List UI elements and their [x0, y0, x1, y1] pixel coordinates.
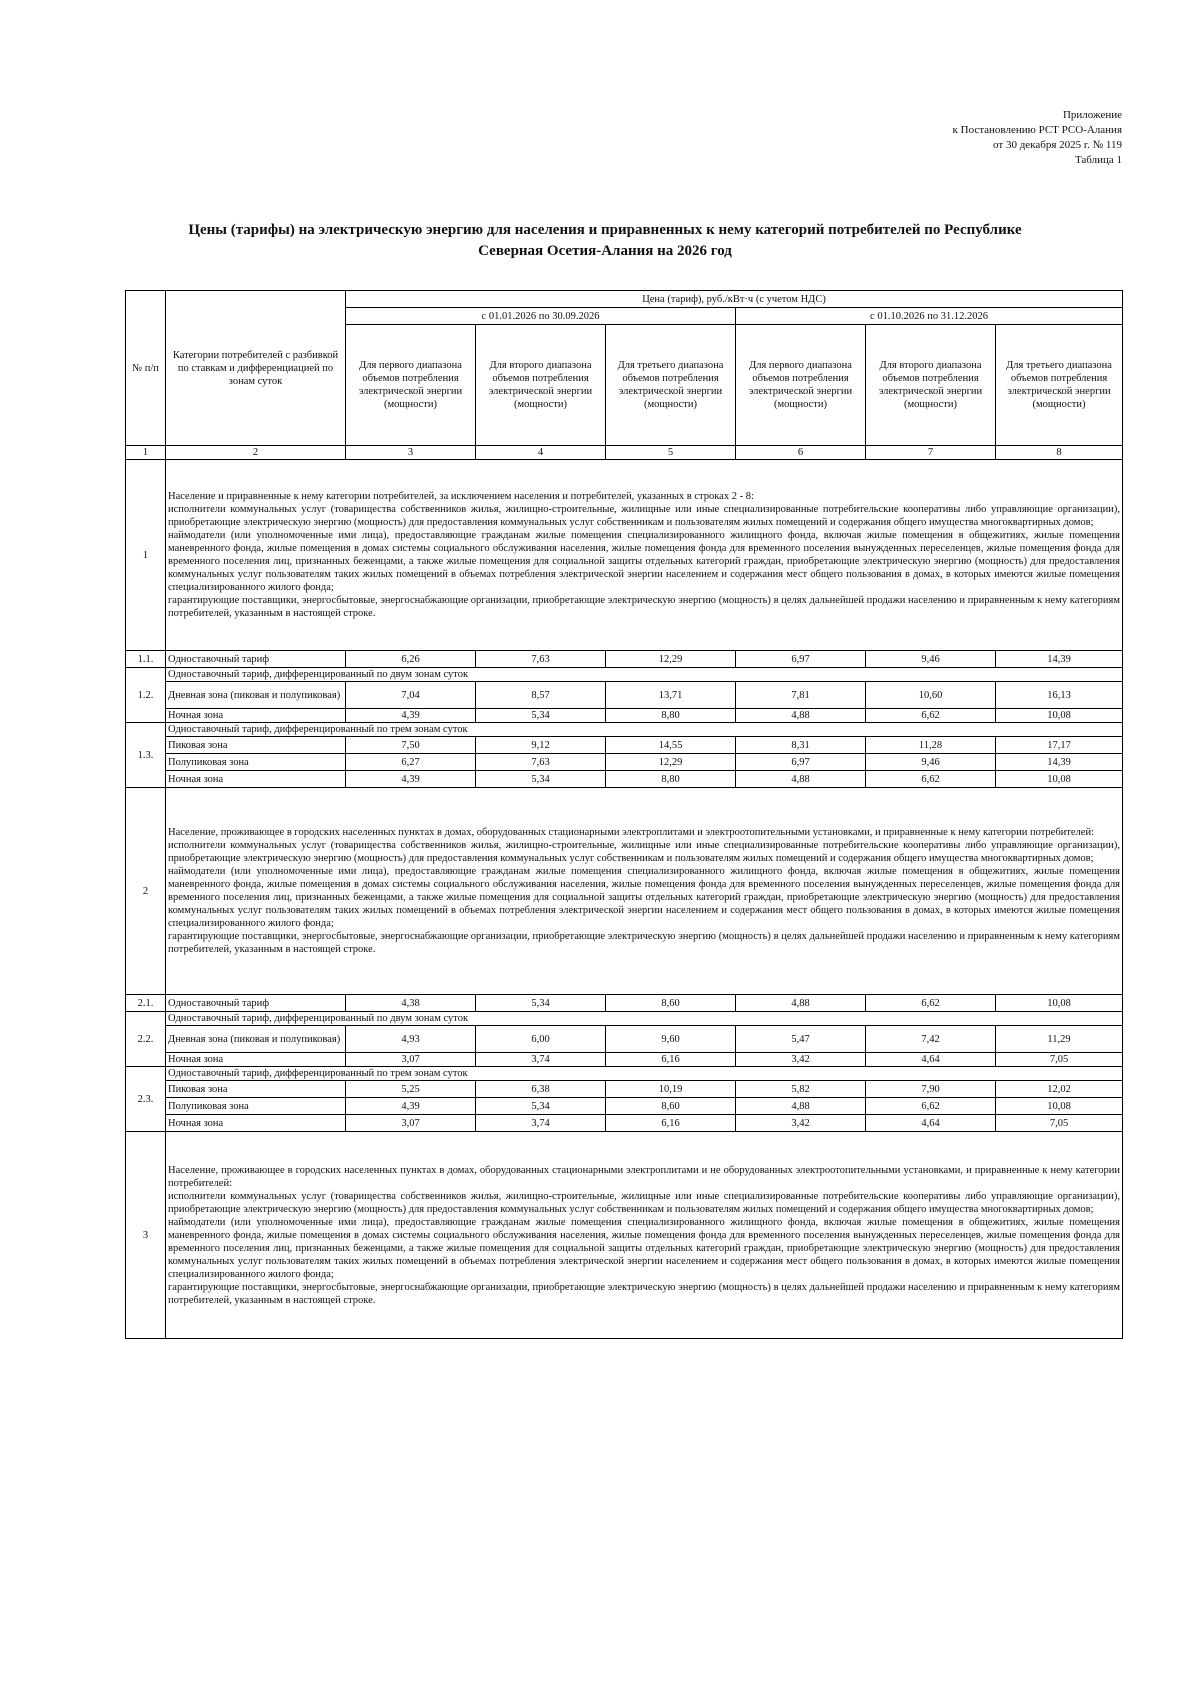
title-line-2: Северная Осетия-Алания на 2026 год	[478, 243, 732, 259]
tariff-value: 11,29	[996, 1026, 1123, 1053]
tariff-value: 4,39	[346, 1098, 476, 1115]
tariff-value: 9,12	[476, 737, 606, 754]
row-label: Полупиковая зона	[166, 754, 346, 771]
tariff-value: 5,47	[736, 1026, 866, 1053]
tariff-value: 7,90	[866, 1081, 996, 1098]
tariff-value: 8,31	[736, 737, 866, 754]
tariff-row	[126, 682, 1123, 709]
tariff-value: 8,80	[606, 709, 736, 723]
tariff-value: 16,13	[996, 682, 1123, 709]
tariff-value: 4,39	[346, 771, 476, 788]
tariff-row	[126, 709, 1123, 723]
tariff-value: 3,74	[476, 1053, 606, 1067]
table-number-line: Таблица 1	[1074, 154, 1122, 166]
tariff-row	[126, 737, 1123, 754]
tariff-value: 14,39	[996, 651, 1123, 668]
tariff-value: 4,38	[346, 995, 476, 1012]
row-num: 1.3.	[126, 723, 166, 788]
tariff-value: 10,08	[996, 771, 1123, 788]
section-row	[126, 1132, 1123, 1339]
header-period-2: с 01.10.2026 по 31.12.2026	[736, 308, 1123, 325]
tariff-value: 4,93	[346, 1026, 476, 1053]
tariff-value: 3,42	[736, 1115, 866, 1132]
column-number: 8	[996, 446, 1123, 460]
row-num: 1.2.	[126, 668, 166, 723]
tariff-value: 14,55	[606, 737, 736, 754]
tariff-value: 3,74	[476, 1115, 606, 1132]
column-number: 6	[736, 446, 866, 460]
tariff-value: 10,08	[996, 709, 1123, 723]
tariff-value: 4,88	[736, 1098, 866, 1115]
header-price: Цена (тариф), руб./кВт·ч (с учетом НДС)	[346, 291, 1123, 308]
tariff-value: 6,62	[866, 1098, 996, 1115]
tariff-value: 6,62	[866, 709, 996, 723]
header-p2-range-3: Для третьего диапазона объемов потребления электрической энергии (мощности)	[996, 325, 1123, 446]
row-num: 1.1.	[126, 651, 166, 668]
tariff-row	[126, 1081, 1123, 1098]
section-description: Население и приравненные к нему категории потребителей, за исключением населения и потребителей, указанных в строках 2 - 8: исполнители коммунальных услуг (товарищества собственников жилья, жилищно-строительные, жилищные или иные специализированные потребительские кооперативы либо управляющие организации), приобретающие электрическую энергию (мощность) для предоставления коммунальных услуг собственникам и пользователям жилых помещений и содержания общего имущества многоквартирных домов; наймодатели (или уполномоченные ими лица), предоставляющие гражданам жилые помещения специализированного жилищного фонда, включая жилые помещения в общежитиях, жилые помещения маневренного фонда, жилые помещения в домах системы социального обслуживания населения, жилые помещения фонда для временного поселения вынужденных переселенцев, жилые помещения фонда для временного поселения лиц, признанных беженцами, а также жилые помещения для социальной защиты отдельных категорий граждан, приобретающие электрическую энергию (мощность) для предоставления коммунальных услуг пользователям таких жилых помещений в объемах потребления электрической энергии населением и содержания мест общего пользования в домах, в которых имеются жилые помещения специализированного жилого фонда; гарантирующие поставщики, энергосбытовые, энергоснабжающие организации, приобретающие электрическую энергию (мощность) в целях дальнейшей продажи населению и приравненным к нему категориям потребителей, указанным в настоящей строке.	[166, 460, 1123, 651]
subheading-row	[126, 1067, 1123, 1081]
tariff-row	[126, 1053, 1123, 1067]
tariff-value: 9,46	[866, 754, 996, 771]
subheading-label: Одноставочный тариф, дифференцированный по трем зонам суток	[166, 723, 1123, 737]
column-number: 1	[126, 446, 166, 460]
tariff-value: 4,64	[866, 1115, 996, 1132]
tariff-value: 4,64	[866, 1053, 996, 1067]
row-label: Одноставочный тариф	[166, 651, 346, 668]
tariff-value: 3,42	[736, 1053, 866, 1067]
section-num: 2	[126, 788, 166, 995]
header-category: Категории потребителей с разбивкой по ставкам и дифференциацией по зонам суток	[166, 291, 346, 446]
tariff-value: 10,08	[996, 995, 1123, 1012]
tariff-row	[126, 995, 1123, 1012]
section-num: 3	[126, 1132, 166, 1339]
row-label: Дневная зона (пиковая и полупиковая)	[166, 682, 346, 709]
tariff-value: 7,42	[866, 1026, 996, 1053]
tariff-row	[126, 1026, 1123, 1053]
tariff-value: 13,71	[606, 682, 736, 709]
tariff-value: 7,81	[736, 682, 866, 709]
title-line-1: Цены (тарифы) на электрическую энергию для населения и приравненных к нему категорий потребителей по Республике	[188, 222, 1022, 238]
header-p2-range-1: Для первого диапазона объемов потребления электрической энергии (мощности)	[736, 325, 866, 446]
tariff-value: 7,04	[346, 682, 476, 709]
section-description: Население, проживающее в городских населенных пунктах в домах, оборудованных стационарными электроплитами и не оборудованных электроотопительными установками, и приравненные к нему категории потребителей: исполнители коммунальных услуг (товарищества собственников жилья, жилищно-строительные, жилищные или иные специализированные потребительские кооперативы либо управляющие организации), приобретающие электрическую энергию (мощность) для предоставления коммунальных услуг собственникам и пользователям жилых помещений и содержания общего имущества многоквартирных домов; наймодатели (или уполномоченные ими лица), предоставляющие гражданам жилые помещения специализированного жилищного фонда, включая жилые помещения в общежитиях, жилые помещения маневренного фонда, жилые помещения в домах системы социального обслуживания населения, жилые помещения фонда для временного поселения вынужденных переселенцев, жилые помещения фонда для временного поселения лиц, признанных беженцами, а также жилые помещения для социальной защиты отдельных категорий граждан, приобретающие электрическую энергию (мощность) для предоставления коммунальных услуг пользователям таких жилых помещений в объемах потребления электрической энергии населением и содержания мест общего пользования в домах, в которых имеются жилые помещения специализированного жилого фонда; гарантирующие поставщики, энергосбытовые, энергоснабжающие организации, приобретающие электрическую энергию (мощность) в целях дальнейшей продажи населению и приравненным к нему категориям потребителей, указанным в настоящей строке.	[166, 1132, 1123, 1339]
tariff-value: 11,28	[866, 737, 996, 754]
tariff-value: 5,34	[476, 771, 606, 788]
header-p1-range-1: Для первого диапазона объемов потребления электрической энергии (мощности)	[346, 325, 476, 446]
row-label: Полупиковая зона	[166, 1098, 346, 1115]
row-label: Одноставочный тариф	[166, 995, 346, 1012]
tariff-value: 6,38	[476, 1081, 606, 1098]
column-number: 2	[166, 446, 346, 460]
tariff-row	[126, 771, 1123, 788]
row-num: 2.3.	[126, 1067, 166, 1132]
tariff-row	[126, 1115, 1123, 1132]
header-period-1: с 01.01.2026 по 30.09.2026	[346, 308, 736, 325]
tariff-value: 7,50	[346, 737, 476, 754]
header-p1-range-2: Для второго диапазона объемов потребления электрической энергии (мощности)	[476, 325, 606, 446]
tariff-value: 5,34	[476, 995, 606, 1012]
tariff-value: 6,00	[476, 1026, 606, 1053]
header-p1-range-3: Для третьего диапазона объемов потребления электрической энергии (мощности)	[606, 325, 736, 446]
row-label: Дневная зона (пиковая и полупиковая)	[166, 1026, 346, 1053]
tariff-value: 8,60	[606, 995, 736, 1012]
tariff-value: 5,34	[476, 1098, 606, 1115]
tariff-table	[125, 290, 1123, 1339]
row-label: Ночная зона	[166, 709, 346, 723]
column-number: 5	[606, 446, 736, 460]
column-number: 7	[866, 446, 996, 460]
row-label: Пиковая зона	[166, 1081, 346, 1098]
tariff-value: 4,88	[736, 709, 866, 723]
tariff-value: 6,97	[736, 754, 866, 771]
tariff-value: 5,34	[476, 709, 606, 723]
tariff-value: 6,97	[736, 651, 866, 668]
tariff-value: 6,26	[346, 651, 476, 668]
header-num: № п/п	[126, 291, 166, 446]
appendix-line: Приложение	[1062, 109, 1122, 121]
tariff-value: 12,02	[996, 1081, 1123, 1098]
tariff-value: 6,16	[606, 1115, 736, 1132]
section-description: Население, проживающее в городских населенных пунктах в домах, оборудованных стационарными электроплитами и электроотопительными установками, и приравненные к нему категории потребителей: исполнители коммунальных услуг (товарищества собственников жилья, жилищно-строительные, жилищные или иные специализированные потребительские кооперативы либо управляющие организации), приобретающие электрическую энергию (мощность) для предоставления коммунальных услуг собственникам и пользователям жилых помещений и содержания общего имущества многоквартирных домов; наймодатели (или уполномоченные ими лица), предоставляющие гражданам жилые помещения специализированного жилищного фонда, включая жилые помещения в общежитиях, жилые помещения маневренного фонда, жилые помещения в домах системы социального обслуживания населения, жилые помещения фонда для временного поселения вынужденных переселенцев, жилые помещения фонда для временного поселения лиц, признанных беженцами, а также жилые помещения для социальной защиты отдельных категорий граждан, приобретающие электрическую энергию (мощность) для предоставления коммунальных услуг пользователям таких жилых помещений в объемах потребления электрической энергии населением и содержания мест общего пользования в домах, в которых имеются жилые помещения специализированного жилого фонда; гарантирующие поставщики, энергосбытовые, энергоснабжающие организации, приобретающие электрическую энергию (мощность) в целях дальнейшей продажи населению и приравненным к нему категориям потребителей, указанным в настоящей строке.	[166, 788, 1123, 995]
subheading-row	[126, 723, 1123, 737]
tariff-row	[126, 1098, 1123, 1115]
tariff-value: 3,07	[346, 1053, 476, 1067]
tariff-value: 5,25	[346, 1081, 476, 1098]
resolution-line: к Постановлению РСТ РСО-Алания	[952, 124, 1122, 136]
tariff-value: 17,17	[996, 737, 1123, 754]
tariff-value: 8,60	[606, 1098, 736, 1115]
document-title	[100, 220, 1110, 262]
tariff-value: 7,05	[996, 1053, 1123, 1067]
tariff-value: 4,88	[736, 995, 866, 1012]
tariff-value: 7,05	[996, 1115, 1123, 1132]
tariff-value: 9,60	[606, 1026, 736, 1053]
section-num: 1	[126, 460, 166, 651]
column-number: 3	[346, 446, 476, 460]
row-label: Пиковая зона	[166, 737, 346, 754]
section-row	[126, 460, 1123, 651]
row-num: 2.2.	[126, 1012, 166, 1067]
section-row	[126, 788, 1123, 995]
row-label: Ночная зона	[166, 1115, 346, 1132]
tariff-value: 5,82	[736, 1081, 866, 1098]
tariff-value: 6,62	[866, 995, 996, 1012]
tariff-value: 4,88	[736, 771, 866, 788]
tariff-value: 7,63	[476, 754, 606, 771]
tariff-value: 10,60	[866, 682, 996, 709]
row-label: Ночная зона	[166, 771, 346, 788]
header-p2-range-2: Для второго диапазона объемов потребления электрической энергии (мощности)	[866, 325, 996, 446]
tariff-row	[126, 651, 1123, 668]
tariff-row	[126, 754, 1123, 771]
resolution-date-line: от 30 декабря 2025 г. № 119	[993, 139, 1122, 151]
tariff-value: 8,57	[476, 682, 606, 709]
tariff-value: 6,27	[346, 754, 476, 771]
tariff-value: 7,63	[476, 651, 606, 668]
tariff-value: 4,39	[346, 709, 476, 723]
row-num: 2.1.	[126, 995, 166, 1012]
tariff-value: 12,29	[606, 651, 736, 668]
subheading-row	[126, 1012, 1123, 1026]
tariff-value: 6,16	[606, 1053, 736, 1067]
subheading-label: Одноставочный тариф, дифференцированный по двум зонам суток	[166, 1012, 1123, 1026]
subheading-label: Одноставочный тариф, дифференцированный по двум зонам суток	[166, 668, 1123, 682]
tariff-value: 10,19	[606, 1081, 736, 1098]
tariff-value: 6,62	[866, 771, 996, 788]
row-label: Ночная зона	[166, 1053, 346, 1067]
subheading-row	[126, 668, 1123, 682]
tariff-value: 9,46	[866, 651, 996, 668]
tariff-value: 14,39	[996, 754, 1123, 771]
tariff-value: 12,29	[606, 754, 736, 771]
tariff-value: 3,07	[346, 1115, 476, 1132]
appendix-header	[953, 108, 1122, 168]
column-number: 4	[476, 446, 606, 460]
subheading-label: Одноставочный тариф, дифференцированный по трем зонам суток	[166, 1067, 1123, 1081]
tariff-value: 10,08	[996, 1098, 1123, 1115]
tariff-value: 8,80	[606, 771, 736, 788]
